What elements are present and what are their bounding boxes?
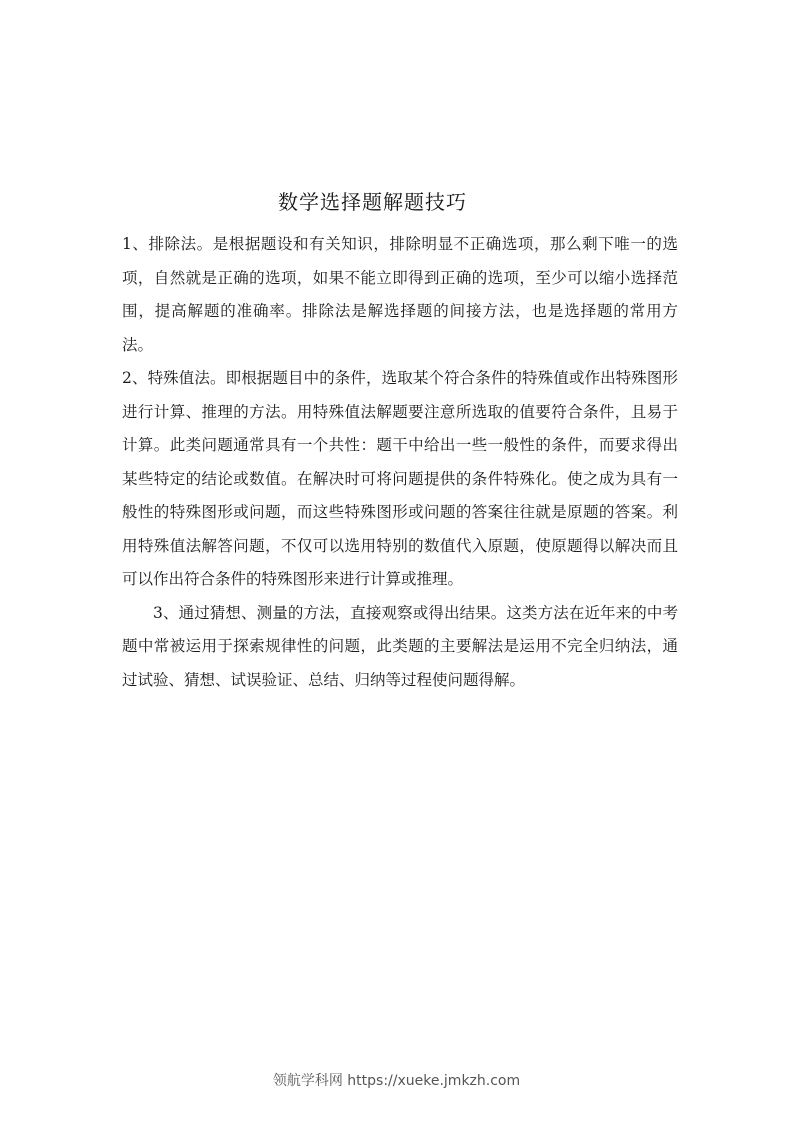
- document-title: 数学选择题解题技巧: [278, 190, 467, 214]
- document-body: [122, 228, 678, 697]
- paragraph-elimination-method: 1、排除法。是根据题设和有关知识，排除明显不正确选项，那么剩下唯一的选项，自然就是正确的选项，如果不能立即得到正确的选项，至少可以缩小选择范围，提高解题的准确率。排除法是解选择题的间接方法，也是选择题的常用方法。: [122, 235, 678, 354]
- paragraph-special-value-method: 2、特殊值法。即根据题目中的条件，选取某个符合条件的特殊值或作出特殊图形进行计算、推理的方法。用特殊值法解题要注意所选取的值要符合条件，且易于计算。此类问题通常具有一个共性：题干中给出一些一般性的条件，而要求得出某些特定的结论或数值。在解决时可将问题提供的条件特殊化。使之成为具有一般性的特殊图形或问题，而这些特殊图形或问题的答案往往就是原题的答案。利用特殊值法解答问题，不仅可以选用特别的数值代入原题，使原题得以解决而且可以作出符合条件的特殊图形来进行计算或推理。: [122, 369, 678, 588]
- paragraph-guess-measure-method: 3、通过猜想、测量的方法，直接观察或得出结果。这类方法在近年来的中考题中常被运用于探索规律性的问题，此类题的主要解法是运用不完全归纳法，通过试验、猜想、试误验证、总结、归纳等过程使问题得解。: [122, 603, 678, 689]
- page-footer-watermark: 领航学科网 https://xueke.jmkzh.com: [272, 1073, 521, 1089]
